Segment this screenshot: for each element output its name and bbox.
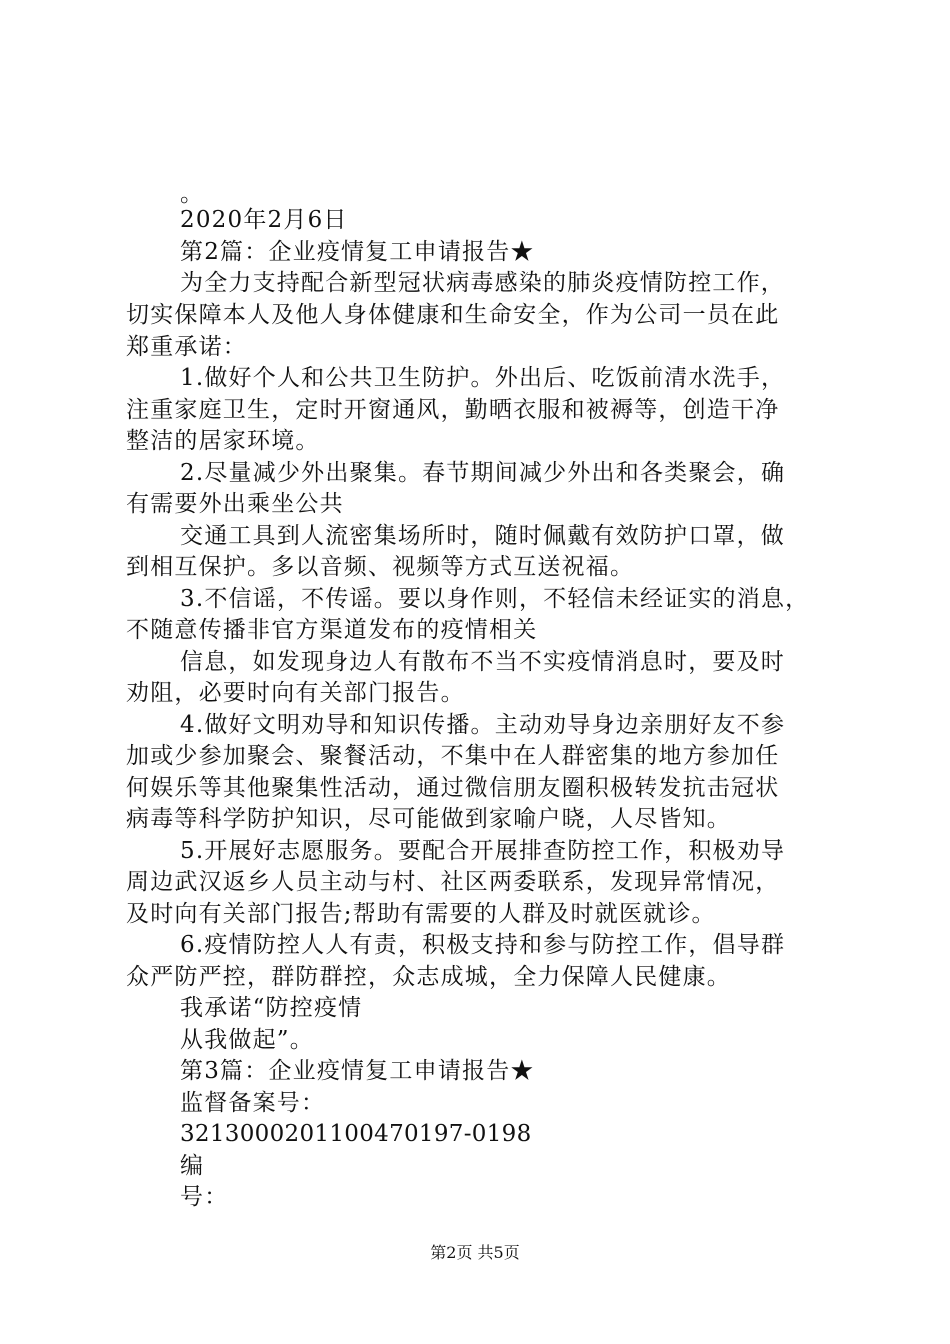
paragraph-line: 有需要外出乘坐公共 (126, 491, 344, 517)
paragraph-line: 整洁的居家环境。 (126, 428, 320, 454)
section-heading-2: 第2篇：企业疫情复工申请报告★ (180, 239, 535, 265)
paragraph-line: 6.疫情防控人人有责，积极支持和参与防控工作，倡导群 (180, 932, 786, 958)
paragraph-line: 周边武汉返乡人员主动与村、社区两委联系，发现异常情况， (126, 869, 780, 895)
paragraph-line: 劝阻，必要时向有关部门报告。 (126, 680, 465, 706)
code-label-char-1: 编 (180, 1153, 205, 1179)
paragraph-line: 5.开展好志愿服务。要配合开展排查防控工作，积极劝导 (180, 838, 786, 864)
page-footer: 第2页 共5页 (430, 1243, 520, 1262)
paragraph-line: 郑重承诺： (126, 334, 247, 360)
paragraph-line: 交通工具到人流密集场所时，随时佩戴有效防护口罩，做 (180, 523, 785, 549)
pledge-line: 我承诺“防控疫情 (180, 995, 363, 1021)
paragraph-line: 4.做好文明劝导和知识传播。主动劝导身边亲朋好友不参 (180, 712, 786, 738)
paragraph-line: 病毒等科学防护知识，尽可能做到家喻户晓，人尽皆知。 (126, 806, 731, 832)
paragraph-line: 到相互保护。多以音频、视频等方式互送祝福。 (126, 554, 635, 580)
paragraph-line: 信息，如发现身边人有散布不当不实疫情消息时，要及时 (180, 649, 785, 675)
date-line: 2020年2月6日 (180, 207, 348, 233)
record-number: 3213000201100470197-0198 (180, 1121, 532, 1147)
paragraph-line: 加或少参加聚会、聚餐活动，不集中在人群密集的地方参加任 (126, 743, 780, 769)
paragraph-line: 何娱乐等其他聚集性活动，通过微信朋友圈积极转发抗击冠状 (126, 775, 780, 801)
paragraph-line: 不随意传播非官方渠道发布的疫情相关 (126, 617, 538, 643)
paragraph-line: 2.尽量减少外出聚集。春节期间减少外出和各类聚会，确 (180, 460, 786, 486)
section-heading-3: 第3篇：企业疫情复工申请报告★ (180, 1058, 535, 1084)
code-label-char-2: 号： (180, 1184, 229, 1210)
text-line-period: 。 (180, 181, 205, 207)
pledge-line: 从我做起”。 (180, 1027, 314, 1053)
paragraph-line: 为全力支持配合新型冠状病毒感染的肺炎疫情防控工作， (180, 270, 785, 296)
paragraph-line: 3.不信谣，不传谣。要以身作则，不轻信未经证实的消息， (180, 586, 810, 612)
paragraph-line: 切实保障本人及他人身体健康和生命安全，作为公司一员在此 (126, 302, 780, 328)
paragraph-line: 众严防严控，群防群控，众志成城，全力保障人民健康。 (126, 964, 731, 990)
record-label: 监督备案号： (180, 1090, 326, 1116)
paragraph-line: 注重家庭卫生，定时开窗通风，勤晒衣服和被褥等，创造干净 (126, 397, 780, 423)
paragraph-line: 及时向有关部门报告;帮助有需要的人群及时就医就诊。 (126, 901, 716, 927)
paragraph-line: 1.做好个人和公共卫生防护。外出后、吃饭前清水洗手， (180, 365, 786, 391)
